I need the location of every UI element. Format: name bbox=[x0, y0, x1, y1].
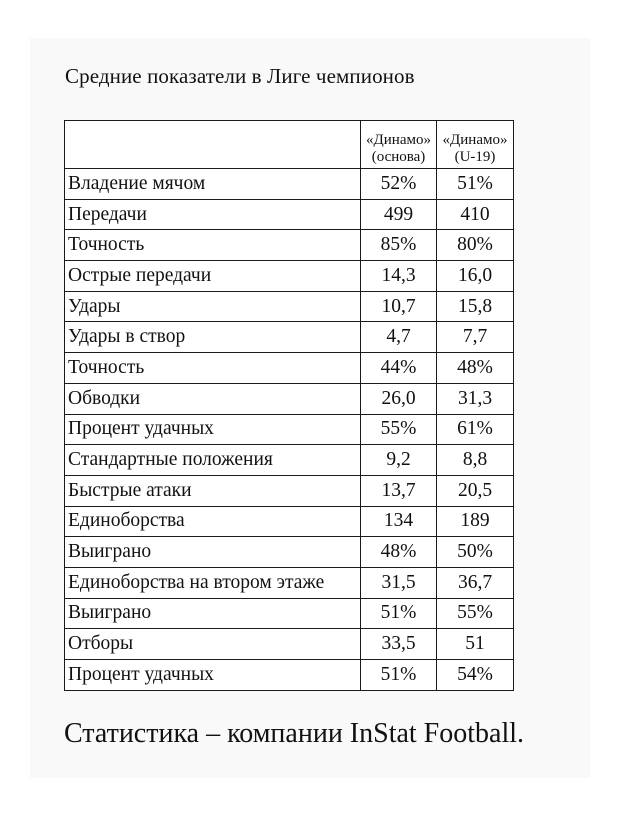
header-empty-cell bbox=[65, 121, 361, 169]
value-dynamo-main: 26,0 bbox=[361, 383, 437, 414]
table-row bbox=[65, 199, 514, 230]
value-dynamo-main: 48% bbox=[361, 537, 437, 568]
row-label: Единоборства bbox=[65, 506, 361, 537]
source-caption: Статистика – компании InStat Football. bbox=[64, 718, 525, 749]
value-dynamo-main: 51% bbox=[361, 598, 437, 629]
table-row bbox=[65, 445, 514, 476]
table-row bbox=[65, 383, 514, 414]
value-dynamo-u19: 55% bbox=[437, 598, 514, 629]
header-line-1: «Динамо» bbox=[366, 132, 431, 148]
header-dynamo-main bbox=[361, 121, 437, 169]
row-label: Процент удачных bbox=[65, 414, 361, 445]
table-row bbox=[65, 660, 514, 691]
row-label: Единоборства на втором этаже bbox=[65, 567, 361, 598]
table-row bbox=[65, 261, 514, 292]
value-dynamo-u19: 51% bbox=[437, 169, 514, 200]
value-dynamo-main: 51% bbox=[361, 660, 437, 691]
row-label: Точность bbox=[65, 353, 361, 384]
row-label: Удары bbox=[65, 291, 361, 322]
value-dynamo-u19: 50% bbox=[437, 537, 514, 568]
row-label: Владение мячом bbox=[65, 169, 361, 200]
table-row bbox=[65, 567, 514, 598]
value-dynamo-u19: 36,7 bbox=[437, 567, 514, 598]
row-label: Процент удачных bbox=[65, 660, 361, 691]
value-dynamo-u19: 189 bbox=[437, 506, 514, 537]
row-label: Острые передачи bbox=[65, 261, 361, 292]
header-line-1: «Динамо» bbox=[442, 132, 508, 148]
row-label: Быстрые атаки bbox=[65, 475, 361, 506]
value-dynamo-u19: 16,0 bbox=[437, 261, 514, 292]
value-dynamo-u19: 61% bbox=[437, 414, 514, 445]
value-dynamo-main: 31,5 bbox=[361, 567, 437, 598]
value-dynamo-u19: 31,3 bbox=[437, 383, 514, 414]
value-dynamo-main: 85% bbox=[361, 230, 437, 261]
value-dynamo-u19: 80% bbox=[437, 230, 514, 261]
value-dynamo-main: 33,5 bbox=[361, 629, 437, 660]
value-dynamo-main: 14,3 bbox=[361, 261, 437, 292]
header-dynamo-u19 bbox=[437, 121, 514, 169]
value-dynamo-main: 9,2 bbox=[361, 445, 437, 476]
table-row bbox=[65, 169, 514, 200]
table-row bbox=[65, 537, 514, 568]
row-label: Точность bbox=[65, 230, 361, 261]
row-label: Обводки bbox=[65, 383, 361, 414]
table-row bbox=[65, 414, 514, 445]
row-label: Стандартные положения bbox=[65, 445, 361, 476]
row-label: Отборы bbox=[65, 629, 361, 660]
value-dynamo-main: 4,7 bbox=[361, 322, 437, 353]
value-dynamo-main: 44% bbox=[361, 353, 437, 384]
value-dynamo-u19: 48% bbox=[437, 353, 514, 384]
table-title: Средние показатели в Лиге чемпионов bbox=[65, 64, 415, 88]
table-row bbox=[65, 629, 514, 660]
stats-body bbox=[65, 169, 514, 691]
row-label: Передачи bbox=[65, 199, 361, 230]
value-dynamo-u19: 7,7 bbox=[437, 322, 514, 353]
table-row bbox=[65, 598, 514, 629]
row-label: Удары в створ bbox=[65, 322, 361, 353]
stats-table bbox=[64, 120, 514, 691]
header-line-2: (U-19) bbox=[454, 149, 496, 165]
value-dynamo-u19: 20,5 bbox=[437, 475, 514, 506]
header-line-2: (основа) bbox=[371, 149, 426, 165]
value-dynamo-main: 13,7 bbox=[361, 475, 437, 506]
table-row bbox=[65, 230, 514, 261]
value-dynamo-u19: 15,8 bbox=[437, 291, 514, 322]
table-row bbox=[65, 322, 514, 353]
value-dynamo-main: 10,7 bbox=[361, 291, 437, 322]
table-row bbox=[65, 506, 514, 537]
value-dynamo-u19: 54% bbox=[437, 660, 514, 691]
value-dynamo-u19: 8,8 bbox=[437, 445, 514, 476]
table-row bbox=[65, 353, 514, 384]
value-dynamo-u19: 410 bbox=[437, 199, 514, 230]
table-row bbox=[65, 291, 514, 322]
header-row bbox=[65, 121, 514, 169]
row-label: Выиграно bbox=[65, 537, 361, 568]
value-dynamo-main: 52% bbox=[361, 169, 437, 200]
table-row bbox=[65, 475, 514, 506]
value-dynamo-u19: 51 bbox=[437, 629, 514, 660]
value-dynamo-main: 55% bbox=[361, 414, 437, 445]
value-dynamo-main: 134 bbox=[361, 506, 437, 537]
value-dynamo-main: 499 bbox=[361, 199, 437, 230]
row-label: Выиграно bbox=[65, 598, 361, 629]
